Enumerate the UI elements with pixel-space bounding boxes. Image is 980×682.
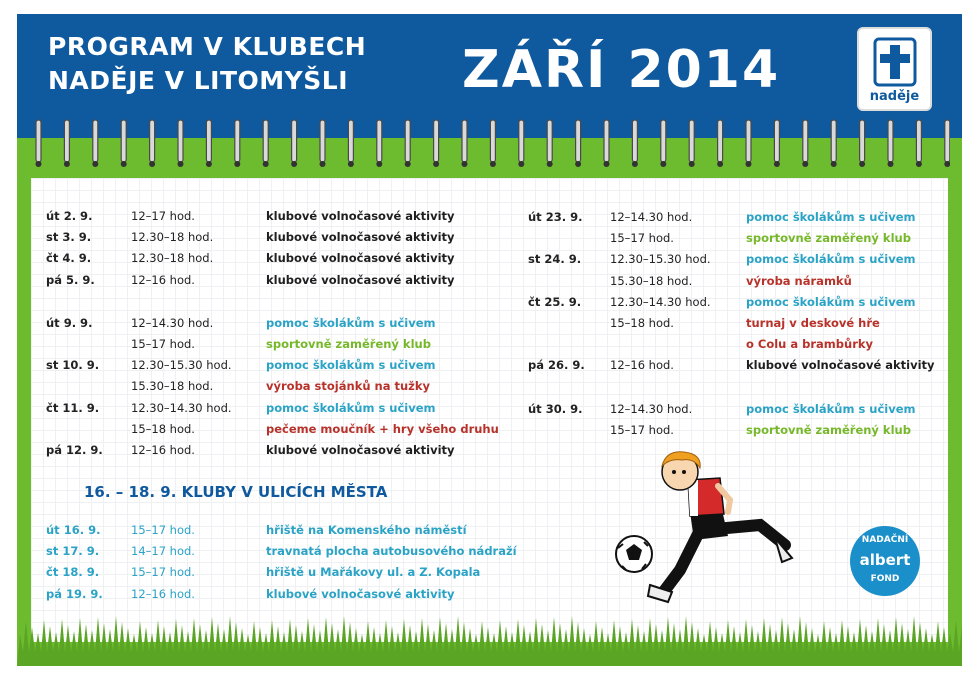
spiral-ring	[746, 120, 752, 167]
spiral-ring	[490, 120, 496, 167]
albert-foundation-logo	[850, 526, 920, 596]
spiral-ring	[632, 120, 638, 167]
row-activity: klubové volnočasové aktivity	[266, 586, 455, 601]
spiral-ring	[376, 120, 382, 167]
row-day: st 24. 9.	[528, 252, 582, 267]
row-activity: pomoc školákům s učivem	[746, 210, 916, 224]
row-day: pá 26. 9.	[528, 358, 585, 373]
spiral-ring	[291, 120, 297, 167]
row-time: 12–16 hod.	[131, 272, 195, 287]
grass-blades	[17, 616, 962, 666]
row-activity: pomoc školákům s učivem	[266, 358, 436, 373]
row-time: 12–16 hod.	[131, 443, 195, 457]
spiral-ring	[888, 120, 894, 167]
row-activity: hřiště u Mařákovy ul. a Z. Kopala	[266, 565, 481, 580]
spiral-ring	[348, 120, 354, 167]
sponsor-line-3: FOND	[870, 574, 900, 584]
spiral-ring	[433, 120, 439, 167]
row-time: 12.30–14.30 hod.	[610, 294, 711, 309]
row-activity: klubové volnočasové aktivity	[266, 443, 455, 457]
spiral-ring	[149, 120, 155, 167]
row-time: 15–18 hod.	[131, 421, 195, 436]
row-time: 15–17 hod.	[610, 422, 674, 437]
row-activity: klubové volnočasové aktivity	[746, 358, 935, 373]
row-day: čt 11. 9.	[46, 400, 100, 415]
row-activity: pomoc školákům s učivem	[746, 252, 916, 267]
row-activity: výroba náramků	[746, 273, 852, 288]
row-time: 15.30–18 hod.	[610, 273, 693, 288]
row-activity: o Colu a brambůrky	[746, 337, 874, 352]
spiral-ring	[831, 120, 837, 167]
spiral-ring	[774, 120, 780, 167]
row-time: 12–14.30 hod.	[131, 315, 214, 330]
row-activity: pomoc školákům s učivem	[266, 400, 436, 415]
row-time: 12–17 hod.	[131, 209, 195, 223]
row-activity: turnaj v deskové hře	[746, 316, 880, 330]
row-time: 12.30–15.30 hod.	[131, 358, 232, 373]
title-line-1: PROGRAM V KLUBECH	[48, 32, 367, 61]
row-day: út 9. 9.	[46, 315, 93, 330]
row-activity: sportovně zaměřený klub	[746, 231, 911, 246]
row-day: pá 12. 9.	[46, 443, 103, 457]
spiral-ring	[944, 120, 950, 167]
title-line-2: NADĚJE V LITOMYŠLI	[48, 66, 348, 95]
spiral-ring	[717, 120, 723, 167]
spiral-ring	[859, 120, 865, 167]
row-activity: sportovně zaměřený klub	[266, 337, 431, 351]
program-title	[48, 30, 366, 98]
spiral-ring	[92, 120, 98, 167]
row-day: čt 4. 9.	[46, 251, 92, 266]
row-time: 15–17 hod.	[131, 565, 195, 580]
row-day: st 3. 9.	[46, 230, 92, 245]
row-activity: sportovně zaměřený klub	[746, 422, 911, 437]
spiral-ring	[178, 120, 184, 167]
football-player-illustration	[610, 450, 800, 610]
spiral-ring	[462, 120, 468, 167]
row-day: st 17. 9.	[46, 544, 100, 559]
row-time: 12.30–14.30 hod.	[131, 400, 232, 415]
spiral-ring	[234, 120, 240, 167]
spiral-ring	[660, 120, 666, 167]
row-day: pá 19. 9.	[46, 586, 103, 601]
row-activity: klubové volnočasové aktivity	[266, 272, 455, 287]
row-day: út 23. 9.	[528, 210, 583, 224]
spiral-ring	[263, 120, 269, 167]
month-title: ZÁŘÍ 2014	[462, 40, 781, 100]
row-time: 12–14.30 hod.	[610, 210, 693, 224]
spiral-ring	[121, 120, 127, 167]
row-activity: klubové volnočasové aktivity	[266, 209, 455, 223]
row-time: 15–18 hod.	[610, 316, 674, 330]
spiral-ring	[916, 120, 922, 167]
spiral-ring	[320, 120, 326, 167]
spiral-binding	[30, 118, 950, 168]
row-activity: výroba stojánků na tužky	[266, 379, 431, 394]
row-time: 15–17 hod.	[131, 523, 195, 537]
row-day: út 30. 9.	[528, 401, 583, 416]
row-time: 12–14.30 hod.	[610, 401, 693, 416]
row-activity: pečeme moučník + hry všeho druhu	[266, 421, 499, 436]
row-activity: pomoc školákům s učivem	[746, 401, 916, 416]
row-day: čt 18. 9.	[46, 565, 100, 580]
spiral-ring	[36, 120, 42, 167]
row-day: st 10. 9.	[46, 358, 100, 373]
logo-text: naděje	[869, 89, 920, 104]
row-time: 14–17 hod.	[131, 544, 195, 559]
spiral-ring	[689, 120, 695, 167]
row-activity: hřiště na Komenského náměstí	[266, 523, 467, 537]
row-time: 12.30–18 hod.	[131, 230, 214, 245]
grass-decoration	[17, 612, 962, 666]
row-activity: travnatá plocha autobusového nádraží	[266, 544, 517, 559]
row-time: 12–16 hod.	[610, 358, 674, 373]
row-day: pá 5. 9.	[46, 272, 95, 287]
streets-title: 16. – 18. 9. KLUBY V ULICÍCH MĚSTA	[84, 483, 388, 501]
row-day: čt 25. 9.	[528, 294, 582, 309]
row-time: 12.30–15.30 hod.	[610, 252, 711, 267]
row-time: 12.30–18 hod.	[131, 251, 214, 266]
spiral-ring	[604, 120, 610, 167]
row-time: 15–17 hod.	[131, 337, 195, 351]
spiral-ring	[206, 120, 212, 167]
spiral-ring	[547, 120, 553, 167]
row-time: 15–17 hod.	[610, 231, 674, 246]
spiral-ring	[518, 120, 524, 167]
sponsor-line-2: albert	[859, 551, 911, 569]
spiral-ring	[802, 120, 808, 167]
row-day: út 2. 9.	[46, 209, 93, 223]
row-time: 12–16 hod.	[131, 586, 195, 601]
row-activity: pomoc školákům s učivem	[746, 294, 916, 309]
row-activity: klubové volnočasové aktivity	[266, 230, 455, 245]
spiral-ring	[575, 120, 581, 167]
row-day: út 16. 9.	[46, 523, 101, 537]
row-time: 15.30–18 hod.	[131, 379, 214, 394]
row-activity: pomoc školákům s učivem	[266, 315, 436, 330]
spiral-ring	[405, 120, 411, 167]
sponsor-line-1: NADAČNÍ	[861, 535, 909, 545]
cross-icon	[871, 37, 919, 87]
spiral-ring	[64, 120, 70, 167]
row-activity: klubové volnočasové aktivity	[266, 251, 455, 266]
nadeje-logo	[857, 27, 932, 111]
